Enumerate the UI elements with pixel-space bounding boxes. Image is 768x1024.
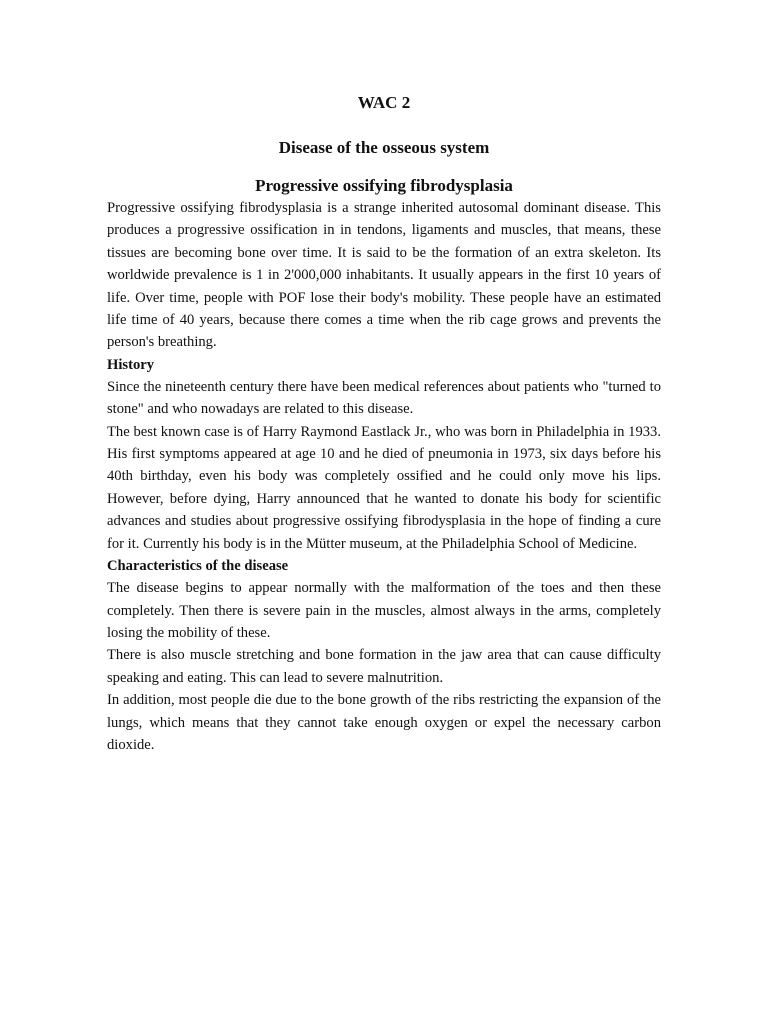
characteristics-paragraph-3: In addition, most people die due to the bone growth of the ribs restricting the expansion of the lungs, which means that they cannot take enough oxygen or expel the necessary carbon dioxide. <box>107 692 661 753</box>
document-heading: Disease of the osseous system <box>278 138 490 157</box>
characteristics-paragraph-2: There is also muscle stretching and bone formation in the jaw area that can cause difficulty speaking and eating. This can lead to severe malnutrition. <box>107 647 661 686</box>
intro-paragraph: Progressive ossifying fibrodysplasia is a strange inherited autosomal dominant disease. This produces a progressive ossification in in tendons, ligaments and muscles, that means, these tissues are becoming bone over time. It is said to be the formation of an extra skeleton. Its worldwide prevalence is 1 in 2'000,000 inhabitants. It usually appears in the first 10 years of life. Over time, people with POF lose their body's mobility. These people have an estimated life time of 40 years, because there comes a time when the rib cage grows and prevents the person's breathing. <box>107 200 661 351</box>
history-paragraph-1: Since the nineteenth century there have been medical references about patients who "turned to stone" and who nowadays are related to this disease. <box>107 378 661 418</box>
history-paragraph-2: The best known case is of Harry Raymond Eastlack Jr., who was born in Philadelphia in 1933. His first symptoms appeared at age 10 and he died of pneumonia in 1973, six days before his 40th birthday, even his body was completely ossified and he could only move his lips. However, before dying, Harry announced that he wanted to donate his body for scientific advances and studies about progressive ossifying fibrodysplasia in the hope of finding a cure for it. Currently his body is in the Mütter museum, at the Philadelphia School of Medicine. <box>107 423 661 552</box>
history-heading: History <box>107 356 155 373</box>
characteristics-heading: Characteristics of the disease <box>107 558 289 575</box>
characteristics-paragraph-1: The disease begins to appear normally with the malformation of the toes and then these completely. Then there is severe pain in the muscles, almost always in the arms, completely losing the mobility of these. <box>107 580 661 641</box>
document-topic: Progressive ossifying fibrodysplasia <box>255 176 513 195</box>
document-content <box>107 88 661 756</box>
document-code-title: WAC 2 <box>357 93 411 112</box>
